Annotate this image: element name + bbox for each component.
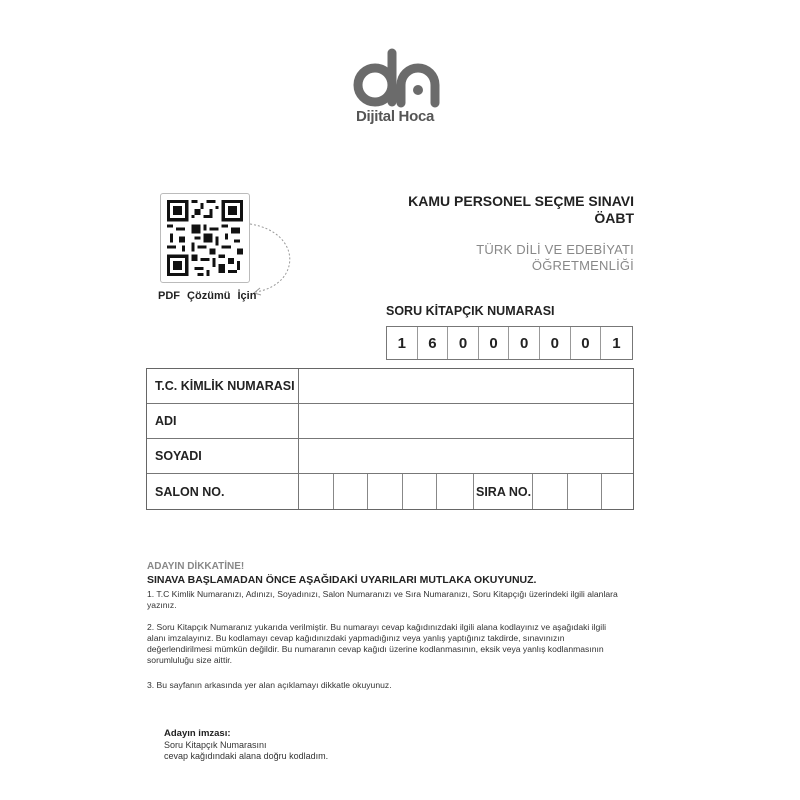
booklet-digit: 0 <box>571 327 602 359</box>
booklet-number-label: SORU KİTAPÇIK NUMARASI <box>386 304 555 318</box>
salon-cell[interactable] <box>403 474 438 509</box>
sira-cell[interactable] <box>602 474 637 509</box>
booklet-digit: 0 <box>540 327 571 359</box>
salon-label: SALON NO. <box>147 474 299 509</box>
salon-cells <box>299 474 472 509</box>
candidate-info-table <box>146 368 634 510</box>
booklet-digit: 1 <box>387 327 418 359</box>
exam-title: KAMU PERSONEL SEÇME SINAVI <box>408 193 634 209</box>
name-field[interactable] <box>299 404 633 438</box>
exam-subtitle: ÖABT <box>594 210 634 226</box>
booklet-digit: 0 <box>448 327 479 359</box>
salon-cell[interactable] <box>368 474 403 509</box>
sira-cells <box>533 474 637 509</box>
sira-label: SIRA NO. <box>473 474 533 509</box>
surname-field[interactable] <box>299 439 633 473</box>
booklet-digit: 1 <box>612 334 621 352</box>
sira-cell[interactable] <box>533 474 568 509</box>
booklet-number-boxes <box>386 326 633 360</box>
tc-row <box>147 369 633 404</box>
salon-sira-row <box>147 474 633 509</box>
tc-field[interactable] <box>299 369 633 403</box>
warnings-heading: ADAYIN DİKKATİNE! <box>147 561 245 572</box>
signature-title: Adayın imzası: <box>164 728 231 739</box>
warning-item-1: 1. T.C Kimlik Numaranızı, Adınızı, Soyadınızı, Salon Numaranızı ve Sıra Numaranızı, Soru Kitapçığı üzerindeki ilgili alanlara yazınız. <box>147 589 618 610</box>
surname-label: SOYADI <box>147 439 299 473</box>
name-row <box>147 404 633 439</box>
signature-line-2: cevap kağıdındaki alana doğru kodladım. <box>164 751 329 761</box>
qr-code[interactable] <box>160 193 250 283</box>
warnings-title: SINAVA BAŞLAMADAN ÖNCE AŞAĞIDAKİ UYARILARI MUTLAKA OKUYUNUZ. <box>147 574 537 586</box>
signature-line-1: Soru Kitapçık Numarasını <box>164 740 267 750</box>
branch-line-1: TÜRK DİLİ VE EDEBİYATI <box>476 242 634 257</box>
tc-label: T.C. KİMLİK NUMARASI <box>147 369 299 403</box>
salon-cell[interactable] <box>334 474 369 509</box>
qr-caption: PDF Çözümü İçin <box>158 290 257 302</box>
booklet-digit: 0 <box>479 327 510 359</box>
logo-text: Dijital Hoca <box>355 108 435 125</box>
surname-row <box>147 439 633 474</box>
branch-line-2: ÖĞRETMENLİĞİ <box>531 258 634 273</box>
warning-item-2: 2. Soru Kitapçık Numaranız yukarıda verilmiştir. Bu numarayı cevap kağıdınızdaki ilgili alana kodlayınız ve aşağıdaki ilgili alanı imzalayınız. Bu kodlamayı cevap kağıdınızdaki yapmadığınız veya yanlış yaptığınız takdirde, sınavınızın değerlendirilmesi mümkün değildir. Bu numaranın cevap kağıdı üzerine kodlanmasının, eksik veya yanlış kodlanmasının sorumluluğu size aittir. <box>147 622 607 665</box>
booklet-digit: 0 <box>509 327 540 359</box>
name-label: ADI <box>147 404 299 438</box>
booklet-digit: 6 <box>418 327 449 359</box>
qr-code-icon <box>167 200 243 276</box>
salon-cell[interactable] <box>299 474 334 509</box>
warning-item-3: 3. Bu sayfanın arkasında yer alan açıklamayı dikkatle okuyunuz. <box>147 680 392 690</box>
sira-cell[interactable] <box>568 474 603 509</box>
salon-cell[interactable] <box>437 474 472 509</box>
